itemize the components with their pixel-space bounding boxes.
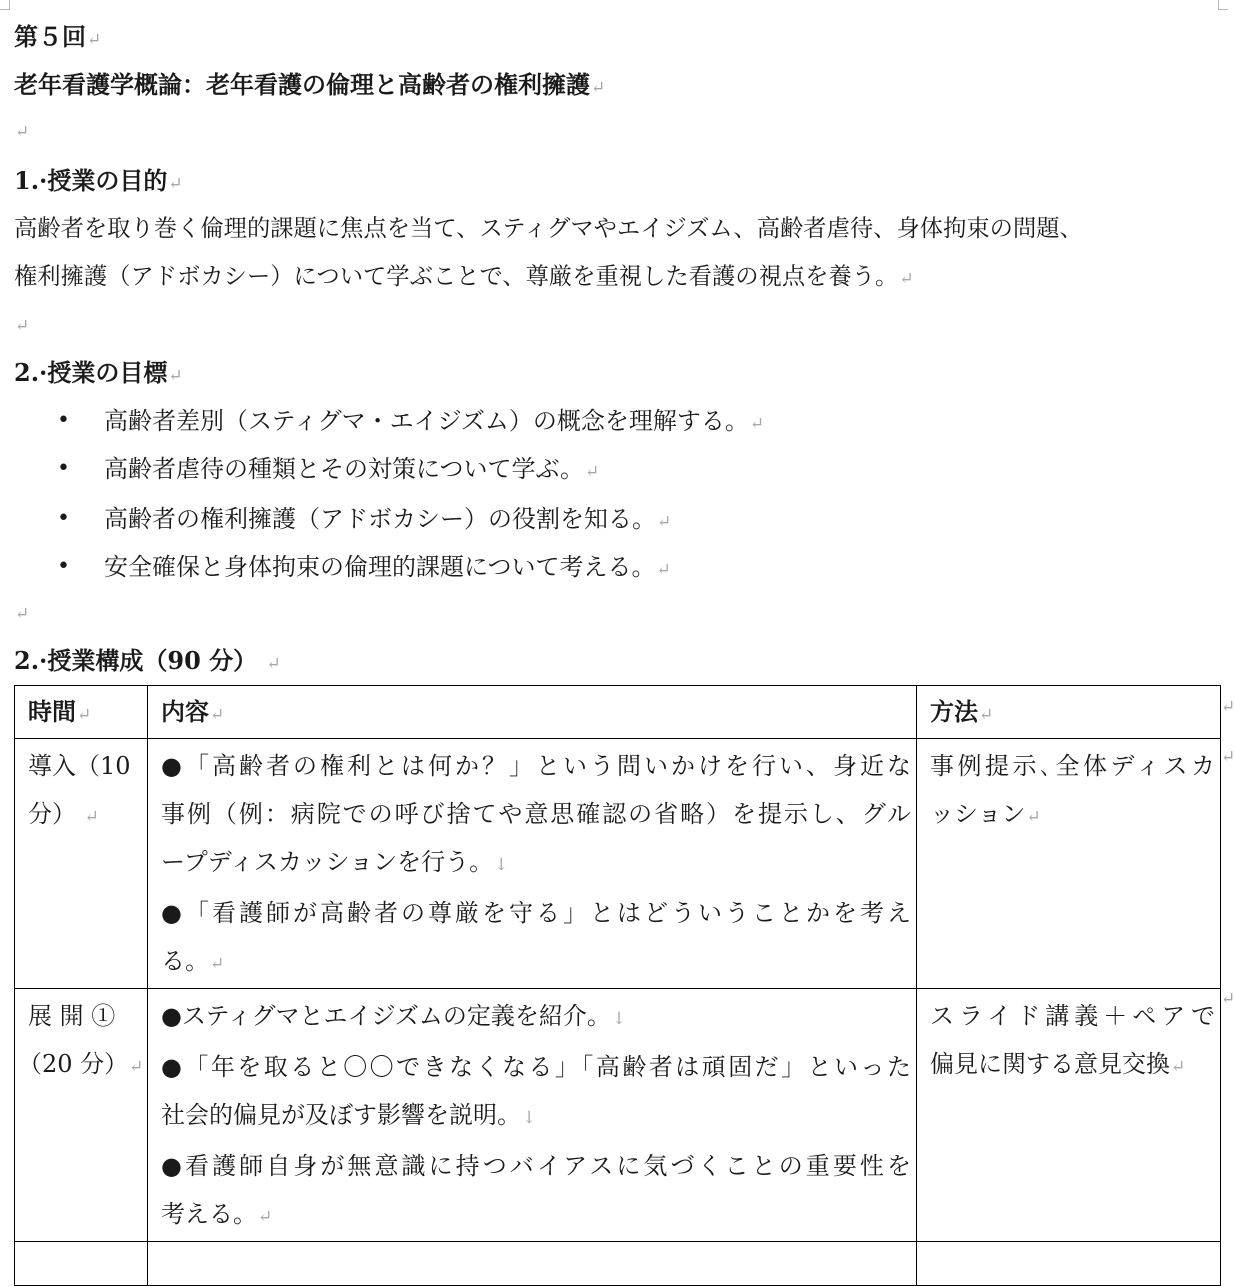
paragraph-mark: ↵	[899, 269, 914, 289]
content-text: ●看護師自身が無意識に持つバイアスに気づくことの重要性を	[161, 1152, 911, 1180]
paragraph-mark: ↵	[657, 512, 672, 532]
table-header-row	[15, 686, 1221, 739]
line-break-mark: ↓	[494, 855, 509, 875]
content-text: る。↵	[161, 947, 225, 975]
row-end-mark: ↵	[1221, 989, 1235, 1009]
cell-end-mark: ↵	[77, 705, 92, 725]
content-cell	[148, 989, 917, 1242]
method-cell	[917, 1242, 1221, 1286]
content-text: 考える。↵	[161, 1200, 273, 1228]
cell-end-mark: ↵	[84, 807, 99, 827]
lesson-title: 老年看護学概論：老年看護の倫理と高齢者の権利擁護↵	[14, 70, 606, 99]
header-cell-content: 内容↵	[148, 686, 917, 739]
header-cell-time: 時間↵	[15, 686, 148, 739]
method-text: スライド講義＋ペアで	[930, 1002, 1215, 1030]
goal-bullet: •	[57, 506, 70, 531]
crop-mark-top-right	[1218, 0, 1228, 10]
method-cell	[917, 739, 1221, 989]
time-text: 分） ↵	[28, 800, 99, 828]
content-text: ●「年を取ると〇〇できなくなる」「高齢者は頑固だ」といった	[161, 1053, 911, 1081]
goal-item: 高齢者差別（スティグマ・エイジズム）の概念を理解する。↵	[104, 407, 765, 435]
table-row	[15, 989, 1221, 1242]
content-cell	[148, 1242, 917, 1286]
time-cell	[15, 1242, 148, 1286]
goal-bullet: •	[57, 554, 70, 579]
purpose-text-line-1: 高齢者を取り巻く倫理的課題に焦点を当て、スティグマやエイジズム、高齢者虐待、身体拘束の問題、	[14, 215, 1083, 242]
structure-heading: 2.·授業構成（90 分） ↵	[14, 646, 281, 675]
goals-heading: 2.·授業の目標↵	[14, 358, 183, 387]
method-cell	[917, 989, 1221, 1242]
content-cell	[148, 739, 917, 989]
paragraph-mark: ↵	[15, 316, 30, 336]
cell-end-mark: ↵	[210, 954, 225, 974]
time-cell	[15, 989, 148, 1242]
purpose-text-line-2: 権利擁護（アドボカシー）について学ぶことで、尊厳を重視した看護の視点を養う。↵	[14, 263, 914, 290]
time-text: 導入（10	[28, 752, 131, 780]
line-break-mark: ↓	[522, 1108, 537, 1128]
goal-item: 高齢者の権利擁護（アドボカシー）の役割を知る。↵	[104, 505, 672, 533]
empty-paragraph	[14, 316, 29, 336]
cell-end-mark: ↵	[979, 705, 994, 725]
content-text: 事例（例：病院での呼び捨てや意思確認の省略）を提示し、グル	[161, 800, 911, 828]
method-text: 偏見に関する意見交換↵	[930, 1050, 1186, 1078]
method-text: ッション↵	[930, 800, 1041, 828]
header-cell-method: 方法↵	[917, 686, 1221, 739]
crop-mark-top-left	[0, 0, 10, 10]
content-text: ●スティグマとエイジズムの定義を紹介。↓	[161, 1002, 627, 1030]
paragraph-mark: ↵	[749, 414, 765, 434]
table-row-partial	[15, 1242, 1221, 1286]
line-break-mark: ↓	[611, 1009, 627, 1029]
cell-end-mark: ↵	[258, 1207, 273, 1227]
lesson-number: 第５回↵	[14, 22, 102, 51]
paragraph-mark: ↵	[591, 78, 606, 98]
row-end-mark: ↵	[1221, 747, 1235, 767]
cell-end-mark: ↵	[1026, 807, 1041, 827]
paragraph-mark: ↵	[15, 604, 30, 624]
paragraph-mark: ↵	[168, 174, 183, 194]
paragraph-mark: ↵	[266, 654, 281, 674]
content-text: 社会的偏見が及ぼす影響を説明。↓	[161, 1101, 537, 1129]
table-row	[15, 739, 1221, 989]
method-text: 事例提示､全体ディスカ	[930, 752, 1215, 780]
content-text: ●「看護師が高齢者の尊厳を守る」とはどういうことかを考え	[161, 899, 911, 927]
paragraph-mark: ↵	[15, 122, 30, 142]
empty-paragraph	[14, 122, 29, 142]
cell-end-mark: ↵	[129, 1057, 144, 1077]
goal-item: 高齢者虐待の種類とその対策について学ぶ。↵	[104, 455, 600, 483]
goal-bullet: •	[57, 456, 70, 481]
paragraph-mark: ↵	[168, 366, 183, 386]
row-end-mark: ↵	[1221, 697, 1235, 717]
cell-end-mark: ↵	[1171, 1057, 1186, 1077]
paragraph-mark: ↵	[87, 30, 102, 50]
content-text: ープディスカッションを行う。↓	[161, 848, 509, 876]
paragraph-mark: ↵	[585, 462, 600, 482]
paragraph-mark: ↵	[656, 560, 671, 580]
goal-bullet: •	[57, 408, 70, 433]
purpose-heading: 1.·授業の目的↵	[14, 166, 183, 195]
empty-paragraph	[14, 604, 29, 624]
lesson-plan-table	[14, 685, 1221, 1286]
time-cell	[15, 739, 148, 989]
time-text: （20 分）↵	[18, 1050, 144, 1078]
content-text: ●「高齢者の権利とは何か？」という問いかけを行い、身近な	[161, 752, 911, 780]
cell-end-mark: ↵	[210, 705, 225, 725]
goal-item: 安全確保と身体拘束の倫理的課題について考える。↵	[104, 553, 671, 581]
time-text: 展 開 ①	[28, 1002, 116, 1030]
